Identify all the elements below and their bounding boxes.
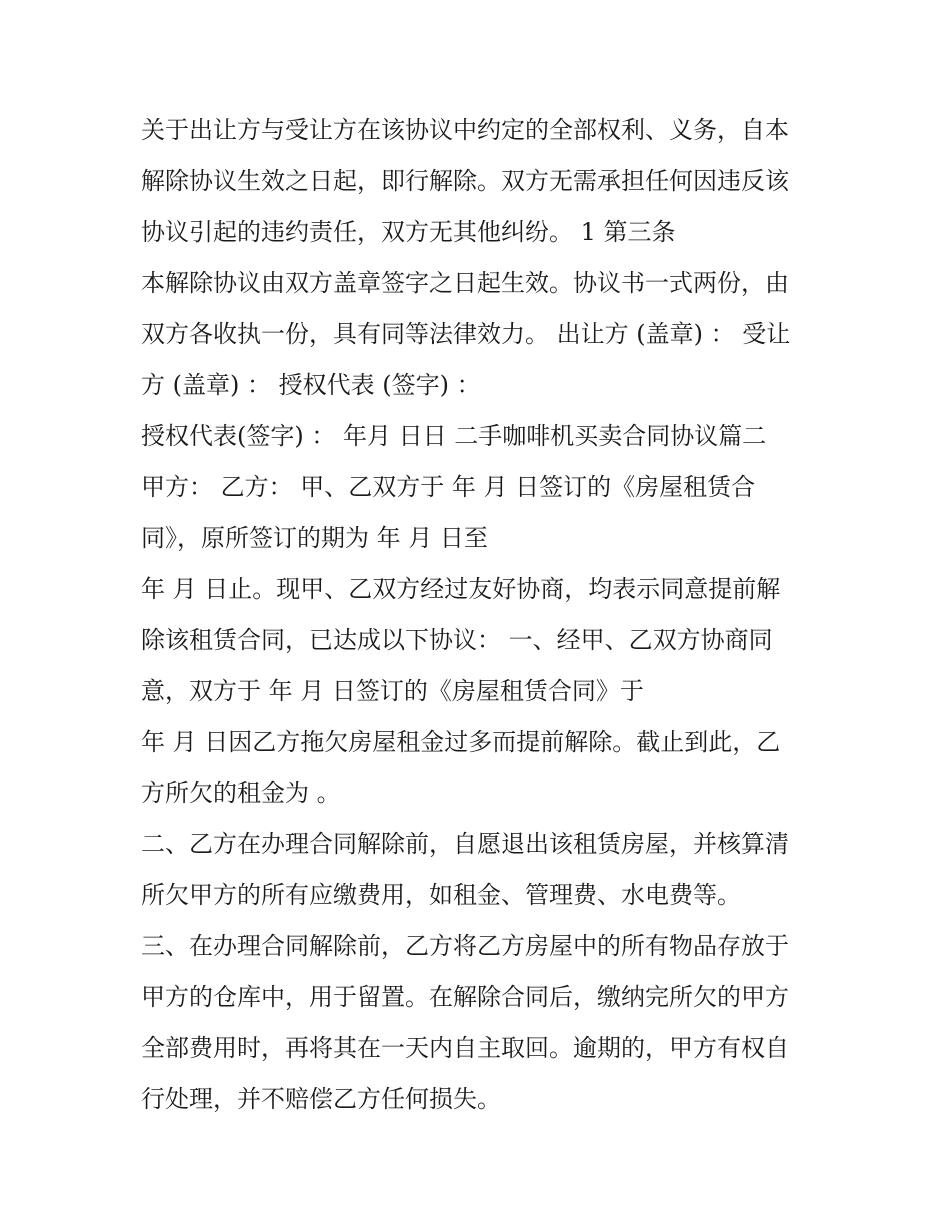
text-line: 甲方： 乙方： 甲、乙双方于 年 月 日签订的《房屋租赁合 — [141, 473, 756, 501]
text-line: 双方各收执一份，具有同等法律效力。 出让方 (盖章) ： 受让 — [141, 320, 791, 348]
text-line: 年 月 日止。现甲、乙双方经过友好协商，均表示同意提前解 — [141, 575, 781, 603]
text-line: 三、在办理合同解除前，乙方将乙方房屋中的所有物品存放于 — [141, 932, 789, 960]
text-line: 同》，原所签订的期为 年 月 日至 — [141, 524, 488, 552]
text-line: 协议引起的违约责任，双方无其他纠纷。 1 第三条 — [141, 218, 676, 246]
text-line: 行处理，并不赔偿乙方任何损失。 — [141, 1085, 501, 1113]
text-line: 全部费用时，再将其在一天内自主取回。逾期的，甲方有权自 — [141, 1034, 789, 1062]
text-line: 年 月 日因乙方拖欠房屋租金过多而提前解除。截止到此，乙 — [141, 728, 781, 756]
text-line: 授权代表(签字) ： 年月 日日 二手咖啡机买卖合同协议篇二 — [141, 422, 767, 450]
text-line: 除该租赁合同，已达成以下协议： 一、经甲、乙双方协商同 — [141, 626, 773, 654]
text-line: 意，双方于 年 月 日签订的《房屋租赁合同》于 — [141, 677, 644, 705]
text-line: 二、乙方在办理合同解除前，自愿退出该租赁房屋，并核算清 — [141, 830, 789, 858]
text-line: 方 (盖章) ： 授权代表 (签字) ： — [141, 371, 481, 399]
document-body — [141, 105, 821, 1125]
text-line: 本解除协议由双方盖章签字之日起生效。协议书一式两份，由 — [141, 269, 789, 297]
text-line: 解除协议生效之日起，即行解除。双方无需承担任何因违反该 — [141, 167, 789, 195]
text-line: 方所欠的租金为 。 — [141, 779, 341, 807]
text-line: 所欠甲方的所有应缴费用，如租金、管理费、水电费等。 — [141, 881, 741, 909]
text-line: 关于出让方与受让方在该协议中约定的全部权利、义务，自本 — [141, 116, 789, 144]
text-line: 甲方的仓库中，用于留置。在解除合同后，缴纳完所欠的甲方 — [141, 983, 789, 1011]
